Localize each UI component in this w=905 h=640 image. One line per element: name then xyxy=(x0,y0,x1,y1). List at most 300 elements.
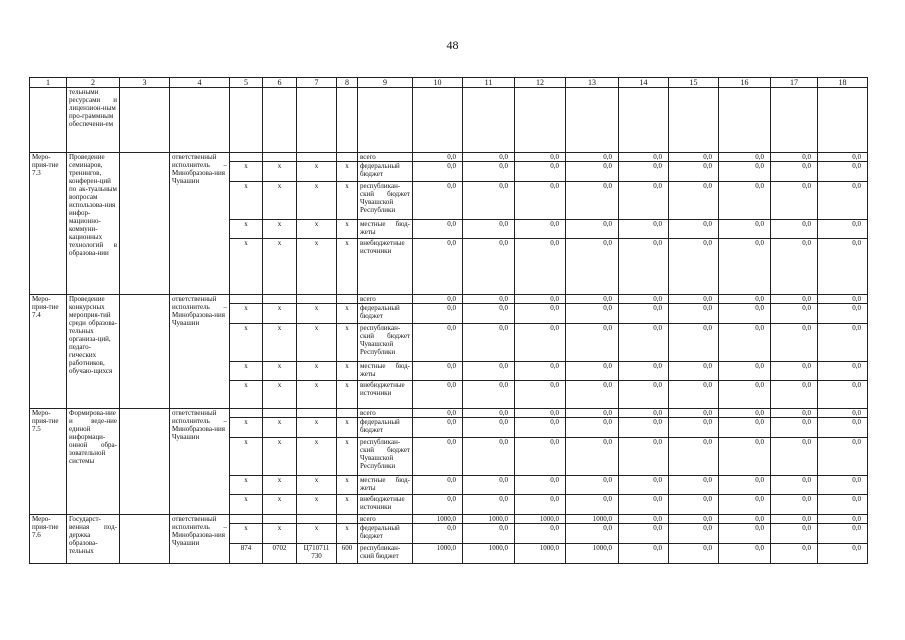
budget-code: 874 xyxy=(230,544,263,564)
budget-code: х xyxy=(337,304,358,324)
amount-cell: 0,0 xyxy=(515,220,566,239)
budget-code: х xyxy=(263,362,297,381)
amount-cell: 0,0 xyxy=(619,220,669,239)
budget-code: х xyxy=(337,324,358,362)
table-cell xyxy=(230,88,263,153)
column-header: 17 xyxy=(771,78,818,88)
budget-code: х xyxy=(297,476,337,495)
amount-cell: 0,0 xyxy=(566,381,619,409)
budget-code: х xyxy=(263,239,297,295)
table-row xyxy=(30,295,868,304)
amount-cell: 0,0 xyxy=(669,304,719,324)
table-row xyxy=(30,515,868,524)
budget-code xyxy=(337,515,358,524)
amount-cell: 0,0 xyxy=(719,409,771,418)
amount-cell: 0,0 xyxy=(619,476,669,495)
amount-cell: 0,0 xyxy=(413,409,463,418)
budget-code xyxy=(337,295,358,304)
budget-code xyxy=(263,409,297,418)
budget-code: х xyxy=(297,239,337,295)
budget-code xyxy=(230,295,263,304)
amount-cell: 0,0 xyxy=(515,295,566,304)
funding-source: внебюджетные источники xyxy=(358,381,413,409)
amount-cell: 0,0 xyxy=(719,162,771,182)
amount-cell: 0,0 xyxy=(515,438,566,476)
funding-source: республикан-ский бюджет xyxy=(358,544,413,564)
amount-cell: 0,0 xyxy=(515,524,566,544)
budget-code: х xyxy=(230,162,263,182)
amount-cell: 0,0 xyxy=(515,495,566,515)
budget-code: х xyxy=(230,324,263,362)
budget-code: х xyxy=(337,362,358,381)
amount-cell: 0,0 xyxy=(619,524,669,544)
page-number: 48 xyxy=(446,38,459,52)
amount-cell: 0,0 xyxy=(771,182,818,220)
funding-source: республикан-ский бюджет Чувашской Республики xyxy=(358,182,413,220)
funding-source: местные бюд-жеты xyxy=(358,362,413,381)
amount-cell: 0,0 xyxy=(515,476,566,495)
funding-source: всего xyxy=(358,409,413,418)
column-header: 13 xyxy=(566,78,619,88)
amount-cell: 0,0 xyxy=(413,476,463,495)
amount-cell: 0,0 xyxy=(566,495,619,515)
budget-code: х xyxy=(297,524,337,544)
amount-cell: 0,0 xyxy=(566,153,619,162)
budget-code: х xyxy=(297,182,337,220)
amount-cell: 0,0 xyxy=(463,381,515,409)
amount-cell: 0,0 xyxy=(669,495,719,515)
amount-cell: 1000,0 xyxy=(463,515,515,524)
amount-cell: 0,0 xyxy=(719,544,771,564)
budget-code: х xyxy=(337,438,358,476)
co-executor-cell xyxy=(120,295,170,409)
budget-code: х xyxy=(230,220,263,239)
amount-cell: 0,0 xyxy=(818,524,868,544)
budget-code: х xyxy=(230,362,263,381)
table-cell xyxy=(515,88,566,153)
amount-cell: 0,0 xyxy=(619,515,669,524)
column-header: 9 xyxy=(358,78,413,88)
amount-cell: 0,0 xyxy=(818,182,868,220)
amount-cell: 0,0 xyxy=(566,438,619,476)
budget-code: х xyxy=(230,438,263,476)
budget-code: х xyxy=(337,239,358,295)
budget-code xyxy=(230,515,263,524)
amount-cell: 0,0 xyxy=(719,362,771,381)
column-header: 3 xyxy=(120,78,170,88)
amount-cell: 0,0 xyxy=(463,324,515,362)
amount-cell: 0,0 xyxy=(566,418,619,438)
table-cell xyxy=(413,88,463,153)
amount-cell: 0,0 xyxy=(515,418,566,438)
amount-cell: 0,0 xyxy=(619,182,669,220)
measure-label: Меро-прия-тие 7.5 xyxy=(30,409,67,515)
amount-cell: 0,0 xyxy=(566,295,619,304)
amount-cell: 0,0 xyxy=(818,381,868,409)
amount-cell: 0,0 xyxy=(413,239,463,295)
amount-cell: 1000,0 xyxy=(413,515,463,524)
budget-code: х xyxy=(263,524,297,544)
amount-cell: 0,0 xyxy=(463,438,515,476)
amount-cell: 0,0 xyxy=(771,476,818,495)
table-cell xyxy=(619,88,669,153)
amount-cell: 0,0 xyxy=(566,220,619,239)
amount-cell: 0,0 xyxy=(818,304,868,324)
budget-code: х xyxy=(230,476,263,495)
column-header: 18 xyxy=(818,78,868,88)
budget-code: х xyxy=(230,495,263,515)
budget-code xyxy=(230,409,263,418)
amount-cell: 0,0 xyxy=(818,544,868,564)
column-header: 15 xyxy=(669,78,719,88)
amount-cell: 0,0 xyxy=(619,381,669,409)
funding-source: местные бюд-жеты xyxy=(358,476,413,495)
budget-code: х xyxy=(337,381,358,409)
budget-code: х xyxy=(337,418,358,438)
column-header: 8 xyxy=(337,78,358,88)
budget-code: х xyxy=(297,304,337,324)
amount-cell: 0,0 xyxy=(771,524,818,544)
amount-cell: 0,0 xyxy=(515,324,566,362)
amount-cell: 0,0 xyxy=(669,162,719,182)
table-cell xyxy=(463,88,515,153)
amount-cell: 0,0 xyxy=(619,162,669,182)
table-cell xyxy=(771,88,818,153)
amount-cell: 0,0 xyxy=(818,220,868,239)
budget-code: х xyxy=(230,182,263,220)
budget-code xyxy=(337,153,358,162)
amount-cell: 0,0 xyxy=(719,476,771,495)
amount-cell: 0,0 xyxy=(719,324,771,362)
budget-code xyxy=(263,153,297,162)
table-cell xyxy=(337,88,358,153)
amount-cell: 0,0 xyxy=(413,324,463,362)
measure-name: Государст-венная под-держка образова-тельных xyxy=(67,515,120,564)
table-cell xyxy=(358,88,413,153)
budget-code: х xyxy=(263,324,297,362)
amount-cell: 0,0 xyxy=(619,544,669,564)
table-row xyxy=(30,409,868,418)
budget-code: х xyxy=(263,381,297,409)
amount-cell: 0,0 xyxy=(463,495,515,515)
table-cell xyxy=(263,88,297,153)
amount-cell: 0,0 xyxy=(818,162,868,182)
co-executor-cell xyxy=(120,409,170,515)
budget-code: Ц710711 730 xyxy=(297,544,337,564)
amount-cell: 0,0 xyxy=(818,324,868,362)
amount-cell: 0,0 xyxy=(566,182,619,220)
amount-cell: 0,0 xyxy=(719,153,771,162)
amount-cell: 1000,0 xyxy=(515,544,566,564)
amount-cell: 0,0 xyxy=(413,438,463,476)
table-cell xyxy=(818,88,868,153)
co-executor-cell xyxy=(120,515,170,564)
amount-cell: 0,0 xyxy=(669,515,719,524)
column-header: 12 xyxy=(515,78,566,88)
amount-cell: 0,0 xyxy=(818,239,868,295)
measure-name: Формирова-ние и веде-ние единой информаци-онной обра-зовательной системы xyxy=(67,409,120,515)
budget-code: х xyxy=(297,362,337,381)
column-header: 16 xyxy=(719,78,771,88)
amount-cell: 0,0 xyxy=(771,324,818,362)
amount-cell: 0,0 xyxy=(771,409,818,418)
amount-cell: 0,0 xyxy=(669,295,719,304)
amount-cell: 0,0 xyxy=(818,515,868,524)
executor: ответственный исполнитель – Минобразова-ния Чувашии xyxy=(170,515,230,564)
funding-source: федеральный бюджет xyxy=(358,524,413,544)
column-header: 14 xyxy=(619,78,669,88)
budget-code: 600 xyxy=(337,544,358,564)
amount-cell: 0,0 xyxy=(413,381,463,409)
executor: ответственный исполнитель – Минобразова-ния Чувашии xyxy=(170,409,230,515)
column-header: 2 xyxy=(67,78,120,88)
amount-cell: 0,0 xyxy=(669,324,719,362)
measure-name: Проведение конкурсных мероприя-тий среди образова-тельных организа-ций, педаго-гических работников, обучаю-щихся xyxy=(67,295,120,409)
table-cell xyxy=(297,88,337,153)
amount-cell: 0,0 xyxy=(771,438,818,476)
amount-cell: 0,0 xyxy=(619,304,669,324)
amount-cell: 0,0 xyxy=(515,153,566,162)
amount-cell: 0,0 xyxy=(566,409,619,418)
amount-cell: 0,0 xyxy=(619,295,669,304)
table-row xyxy=(30,153,868,162)
amount-cell: 0,0 xyxy=(566,524,619,544)
amount-cell: 0,0 xyxy=(566,162,619,182)
budget-code: х xyxy=(263,182,297,220)
table-cell xyxy=(30,88,67,153)
funding-source: внебюджетные источники xyxy=(358,239,413,295)
amount-cell: 0,0 xyxy=(566,324,619,362)
executor: ответственный исполнитель – Минобразова-ния Чувашии xyxy=(170,295,230,409)
column-header: 5 xyxy=(230,78,263,88)
amount-cell: 0,0 xyxy=(719,304,771,324)
executor: ответственный исполнитель – Минобразова-ния Чувашии xyxy=(170,153,230,295)
amount-cell: 0,0 xyxy=(413,495,463,515)
amount-cell: 1000,0 xyxy=(515,515,566,524)
budget-code: х xyxy=(297,220,337,239)
funding-source: федеральный бюджет xyxy=(358,418,413,438)
budget-code: х xyxy=(297,438,337,476)
amount-cell: 0,0 xyxy=(413,153,463,162)
column-header: 11 xyxy=(463,78,515,88)
amount-cell: 0,0 xyxy=(463,476,515,495)
amount-cell: 0,0 xyxy=(818,438,868,476)
measure-label: Меро-прия-тие 7.4 xyxy=(30,295,67,409)
column-header-row xyxy=(30,78,868,88)
amount-cell: 0,0 xyxy=(669,362,719,381)
amount-cell: 0,0 xyxy=(818,476,868,495)
amount-cell: 0,0 xyxy=(719,438,771,476)
amount-cell: 0,0 xyxy=(566,476,619,495)
budget-code xyxy=(297,153,337,162)
amount-cell: 0,0 xyxy=(515,162,566,182)
amount-cell: 0,0 xyxy=(619,239,669,295)
amount-cell: 1000,0 xyxy=(566,544,619,564)
measure-label: Меро-прия-тие 7.3 xyxy=(30,153,67,295)
amount-cell: 0,0 xyxy=(771,239,818,295)
amount-cell: 0,0 xyxy=(669,524,719,544)
budget-code: х xyxy=(337,182,358,220)
amount-cell: 0,0 xyxy=(719,524,771,544)
measure-label: Меро-прия-тие 7.6 xyxy=(30,515,67,564)
amount-cell: 0,0 xyxy=(566,304,619,324)
budget-code: х xyxy=(230,418,263,438)
amount-cell: 0,0 xyxy=(619,409,669,418)
budget-code xyxy=(297,515,337,524)
amount-cell: 0,0 xyxy=(771,544,818,564)
budget-code: х xyxy=(297,495,337,515)
table-row xyxy=(30,88,868,153)
amount-cell: 0,0 xyxy=(413,304,463,324)
amount-cell: 1000,0 xyxy=(566,515,619,524)
table-cell xyxy=(170,88,230,153)
amount-cell: 0,0 xyxy=(719,418,771,438)
column-header: 6 xyxy=(263,78,297,88)
budget-code xyxy=(337,409,358,418)
amount-cell: 0,0 xyxy=(771,515,818,524)
measure-name: Проведение семинаров, тренингов, конферен-ций по ак-туальным вопросам использова-ния инфор-мационно-коммуни-кационных технологий в образова-нии xyxy=(67,153,120,295)
amount-cell: 0,0 xyxy=(619,153,669,162)
amount-cell: 1000,0 xyxy=(413,544,463,564)
budget-code: х xyxy=(230,524,263,544)
amount-cell: 0,0 xyxy=(463,524,515,544)
amount-cell: 0,0 xyxy=(771,295,818,304)
amount-cell: 0,0 xyxy=(669,153,719,162)
budget-code: х xyxy=(297,381,337,409)
amount-cell: 0,0 xyxy=(515,182,566,220)
amount-cell: 0,0 xyxy=(566,239,619,295)
funding-source: республикан-ский бюджет Чувашской Республики xyxy=(358,438,413,476)
budget-code xyxy=(263,295,297,304)
budget-code: х xyxy=(263,162,297,182)
amount-cell: 0,0 xyxy=(463,295,515,304)
budget-code: х xyxy=(337,162,358,182)
amount-cell: 0,0 xyxy=(413,162,463,182)
budget-code: х xyxy=(263,476,297,495)
amount-cell: 0,0 xyxy=(669,476,719,495)
amount-cell: 0,0 xyxy=(719,182,771,220)
budget-code: х xyxy=(297,324,337,362)
amount-cell: 0,0 xyxy=(719,495,771,515)
amount-cell: 1000,0 xyxy=(463,544,515,564)
amount-cell: 0,0 xyxy=(669,220,719,239)
funding-source: федеральный бюджет xyxy=(358,304,413,324)
budget-code: х xyxy=(297,418,337,438)
budget-code: х xyxy=(263,220,297,239)
budget-code: х xyxy=(263,495,297,515)
amount-cell: 0,0 xyxy=(719,239,771,295)
amount-cell: 0,0 xyxy=(413,362,463,381)
amount-cell: 0,0 xyxy=(463,153,515,162)
budget-code: х xyxy=(263,304,297,324)
amount-cell: 0,0 xyxy=(669,381,719,409)
amount-cell: 0,0 xyxy=(515,362,566,381)
budget-code: х xyxy=(263,438,297,476)
budget-code xyxy=(297,295,337,304)
column-header: 10 xyxy=(413,78,463,88)
amount-cell: 0,0 xyxy=(771,162,818,182)
amount-cell: 0,0 xyxy=(719,220,771,239)
amount-cell: 0,0 xyxy=(413,182,463,220)
budget-code: х xyxy=(230,304,263,324)
table-cell xyxy=(669,88,719,153)
budget-code xyxy=(297,409,337,418)
amount-cell: 0,0 xyxy=(515,381,566,409)
column-header: 1 xyxy=(30,78,67,88)
amount-cell: 0,0 xyxy=(619,495,669,515)
budget-code: х xyxy=(337,495,358,515)
amount-cell: 0,0 xyxy=(463,239,515,295)
funding-source: республикан-ский бюджет Чувашской Республики xyxy=(358,324,413,362)
amount-cell: 0,0 xyxy=(669,239,719,295)
amount-cell: 0,0 xyxy=(619,418,669,438)
amount-cell: 0,0 xyxy=(463,418,515,438)
amount-cell: 0,0 xyxy=(515,304,566,324)
amount-cell: 0,0 xyxy=(515,409,566,418)
amount-cell: 0,0 xyxy=(669,438,719,476)
table-cell xyxy=(566,88,619,153)
measure-name: тельными ресурсами и лицензион-ным про-граммным обеспечени-ем xyxy=(67,88,120,153)
amount-cell: 0,0 xyxy=(818,495,868,515)
amount-cell: 0,0 xyxy=(818,418,868,438)
amount-cell: 0,0 xyxy=(669,544,719,564)
amount-cell: 0,0 xyxy=(771,381,818,409)
table-body xyxy=(30,78,868,564)
amount-cell: 0,0 xyxy=(619,362,669,381)
amount-cell: 0,0 xyxy=(818,362,868,381)
funding-source: внебюджетные источники xyxy=(358,495,413,515)
funding-source: всего xyxy=(358,295,413,304)
amount-cell: 0,0 xyxy=(669,409,719,418)
amount-cell: 0,0 xyxy=(413,220,463,239)
table-cell xyxy=(120,88,170,153)
amount-cell: 0,0 xyxy=(818,153,868,162)
budget-code: х xyxy=(230,381,263,409)
amount-cell: 0,0 xyxy=(771,153,818,162)
amount-cell: 0,0 xyxy=(669,182,719,220)
amount-cell: 0,0 xyxy=(719,295,771,304)
amount-cell: 0,0 xyxy=(463,362,515,381)
budget-code: х xyxy=(230,239,263,295)
column-header: 4 xyxy=(170,78,230,88)
amount-cell: 0,0 xyxy=(771,362,818,381)
amount-cell: 0,0 xyxy=(413,418,463,438)
amount-cell: 0,0 xyxy=(413,524,463,544)
amount-cell: 0,0 xyxy=(719,381,771,409)
amount-cell: 0,0 xyxy=(566,362,619,381)
budget-code: 0702 xyxy=(263,544,297,564)
budget-code: х xyxy=(263,418,297,438)
budget-code xyxy=(230,153,263,162)
amount-cell: 0,0 xyxy=(619,324,669,362)
amount-cell: 0,0 xyxy=(413,295,463,304)
amount-cell: 0,0 xyxy=(463,162,515,182)
funding-source: всего xyxy=(358,515,413,524)
budget-code: х xyxy=(337,524,358,544)
amount-cell: 0,0 xyxy=(771,495,818,515)
amount-cell: 0,0 xyxy=(463,220,515,239)
column-header: 7 xyxy=(297,78,337,88)
amount-cell: 0,0 xyxy=(771,220,818,239)
amount-cell: 0,0 xyxy=(719,515,771,524)
amount-cell: 0,0 xyxy=(515,239,566,295)
co-executor-cell xyxy=(120,153,170,295)
amount-cell: 0,0 xyxy=(669,418,719,438)
funding-source: местные бюд-жеты xyxy=(358,220,413,239)
amount-cell: 0,0 xyxy=(771,304,818,324)
budget-code: х xyxy=(337,220,358,239)
amount-cell: 0,0 xyxy=(619,438,669,476)
